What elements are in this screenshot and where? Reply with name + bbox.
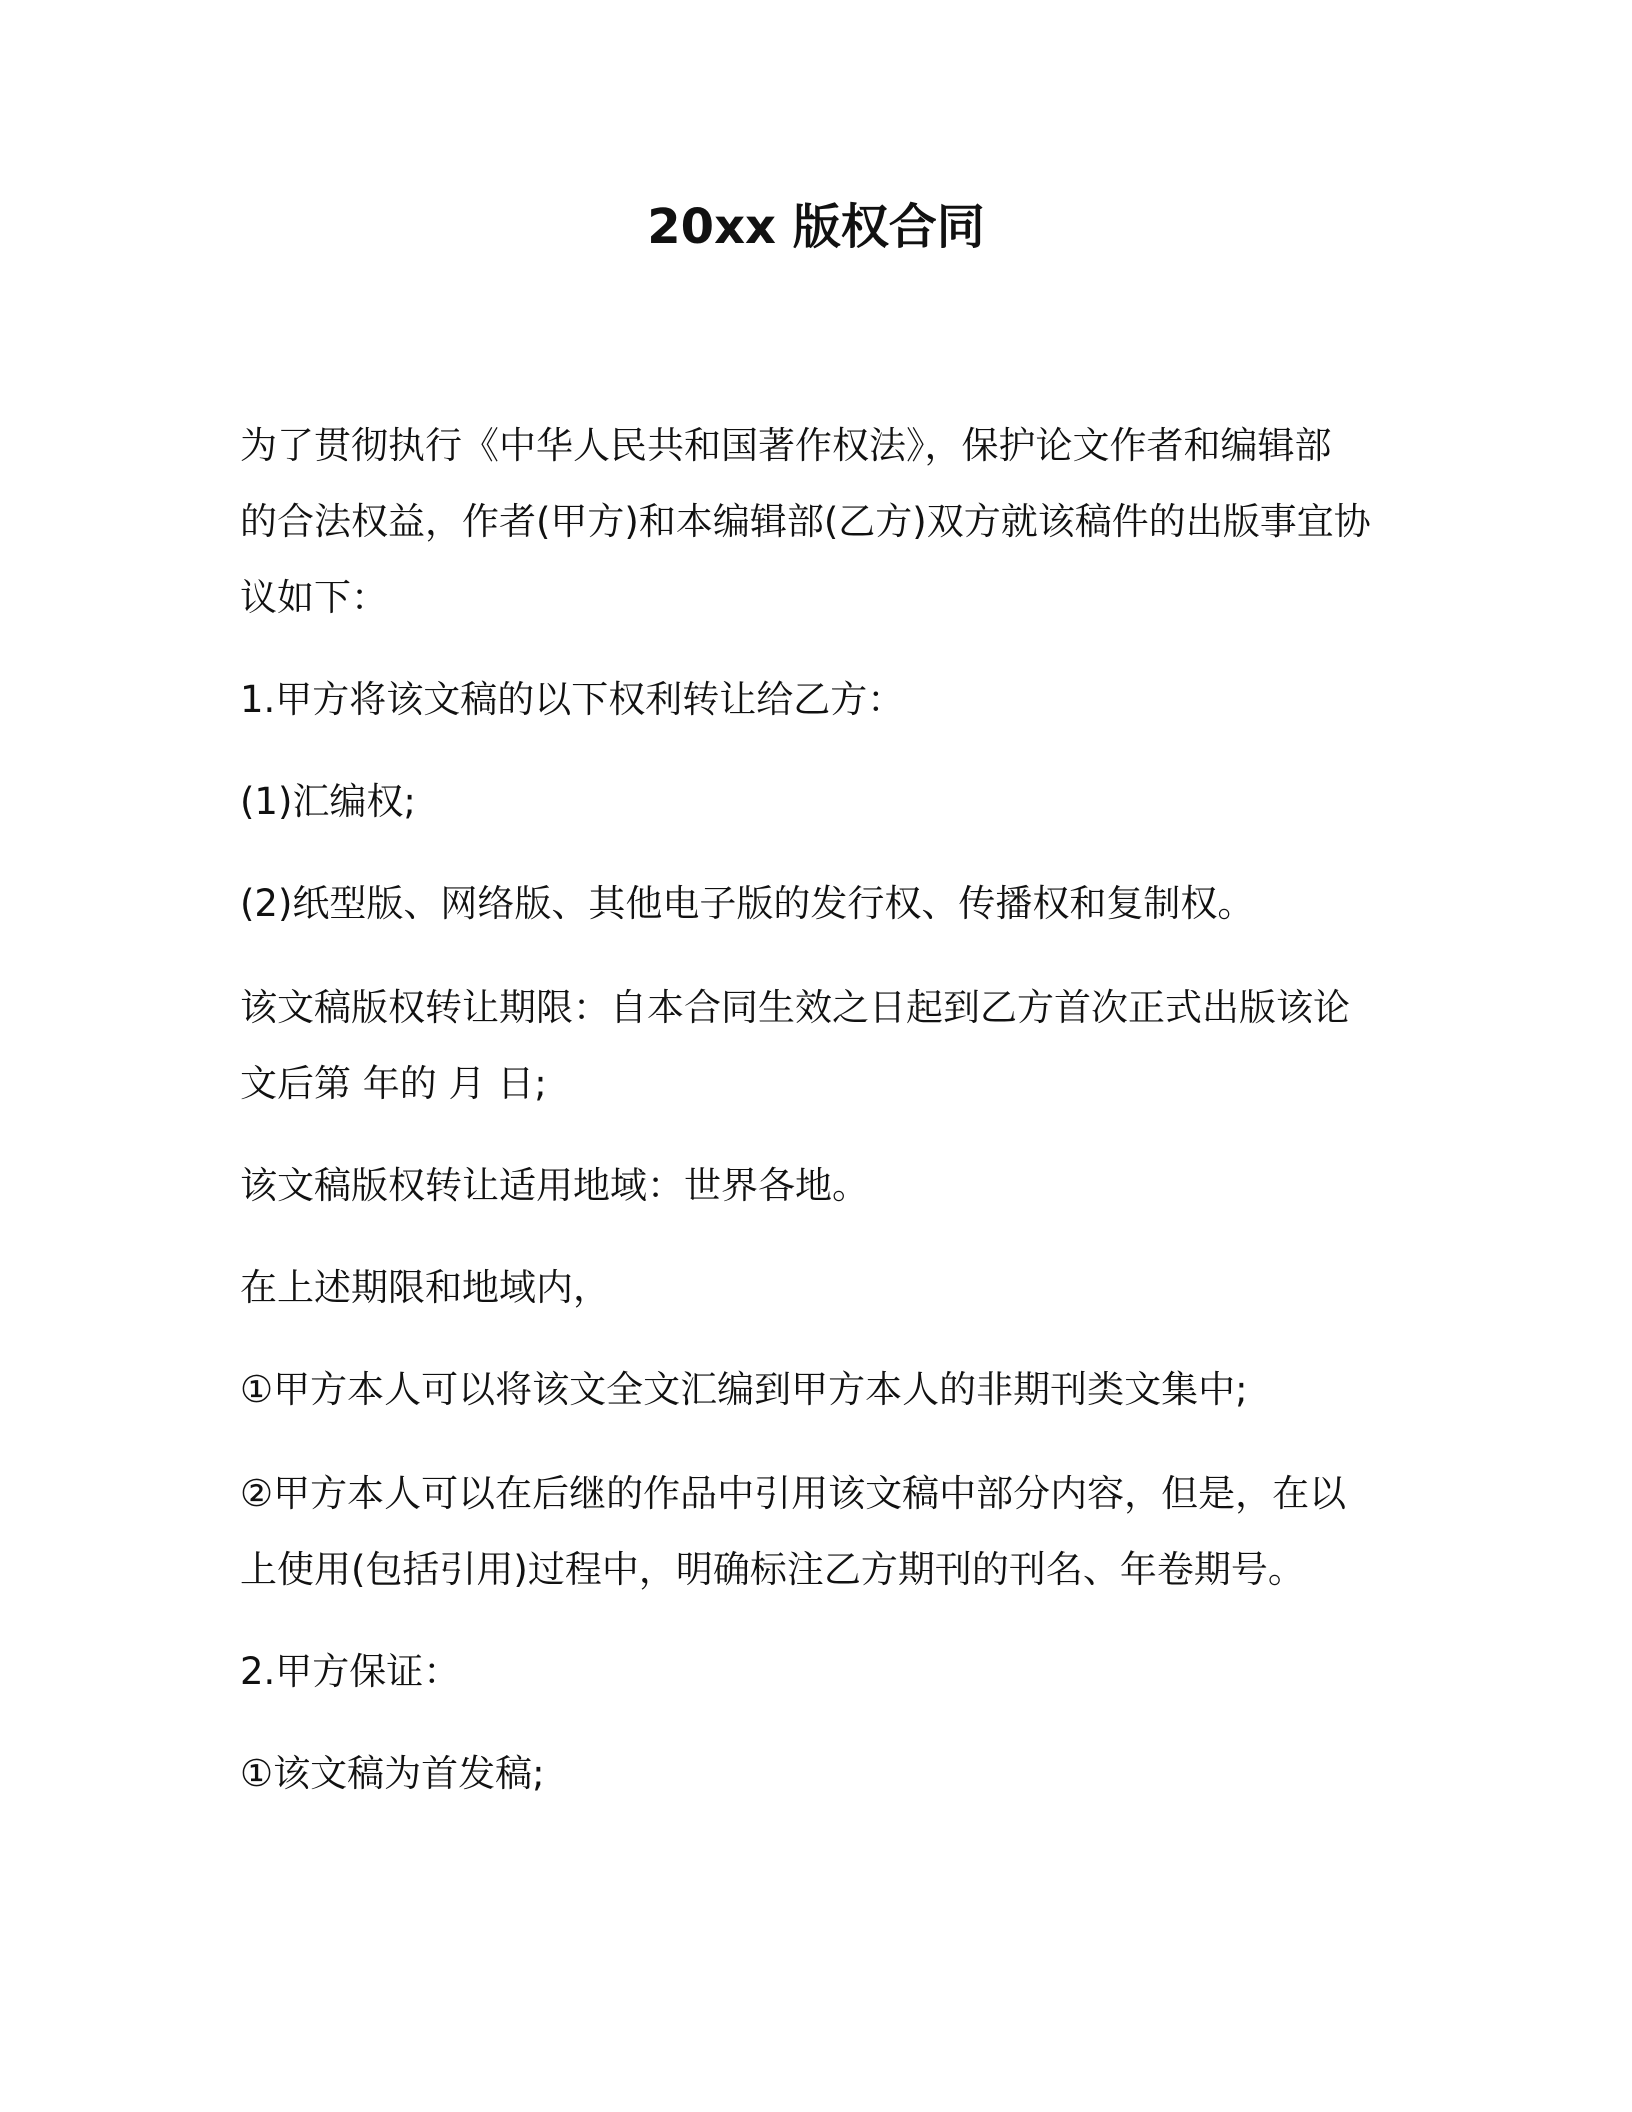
paragraph-line: 议如下：: [240, 576, 388, 619]
clause-1-item-2: [240, 866, 1370, 942]
paragraph-line: 在上述期限和地域内，: [240, 1266, 610, 1309]
document-title: 20xx 版权合同: [647, 199, 985, 255]
paragraph-line: ②甲方本人可以在后继的作品中引用该文稿中部分内容，但是，在以: [240, 1472, 1347, 1515]
transfer-region-paragraph: [240, 1148, 1370, 1224]
transfer-period-paragraph: [240, 970, 1370, 1122]
scope-item-1: [240, 1352, 1370, 1428]
scope-intro-paragraph: [240, 1250, 1370, 1326]
paragraph-line: 的合法权益，作者(甲方)和本编辑部(乙方)双方就该稿件的出版事宜协: [240, 500, 1371, 543]
clause-1-item-1: [240, 764, 1370, 840]
paragraph-line: 文后第 年的 月 日;: [240, 1062, 547, 1105]
paragraph-line: 该文稿版权转让适用地域：世界各地。: [240, 1164, 869, 1207]
scope-item-2: [240, 1456, 1370, 1608]
paragraph-intro: [240, 408, 1370, 636]
clause-2-item-1: [240, 1736, 1370, 1812]
paragraph-line: ①甲方本人可以将该文全文汇编到甲方本人的非期刊类文集中;: [240, 1368, 1248, 1411]
clause-2-heading: [240, 1634, 1370, 1710]
paragraph-line: ①该文稿为首发稿;: [240, 1752, 545, 1795]
paragraph-line: 该文稿版权转让期限：自本合同生效之日起到乙方首次正式出版该论: [240, 986, 1350, 1029]
paragraph-line: 1.甲方将该文稿的以下权利转让给乙方：: [240, 678, 905, 721]
paragraph-line: (1)汇编权;: [240, 780, 416, 823]
paragraph-line: 为了贯彻执行《中华人民共和国著作权法》，保护论文作者和编辑部: [240, 424, 1332, 467]
paragraph-line: 2.甲方保证：: [240, 1650, 461, 1693]
paragraph-line: (2)纸型版、网络版、其他电子版的发行权、传播权和复制权。: [240, 882, 1255, 925]
paragraph-line: 上使用(包括引用)过程中，明确标注乙方期刊的刊名、年卷期号。: [240, 1548, 1305, 1591]
clause-1-heading: [240, 662, 1370, 738]
